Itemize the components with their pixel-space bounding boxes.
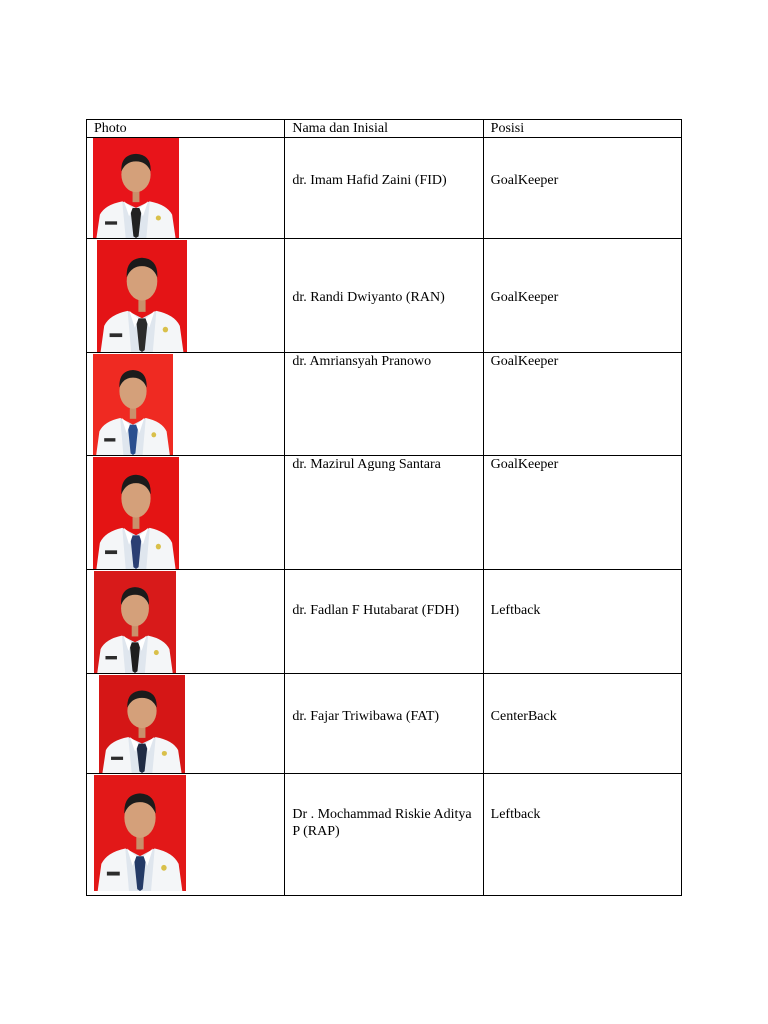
position-cell [483,774,681,896]
person-portrait-icon [97,240,187,352]
person-portrait-icon [93,354,173,455]
table-row [87,774,682,896]
photo-cell [87,239,285,353]
name-cell [285,570,483,674]
table-row [87,239,682,353]
name-cell [285,774,483,896]
person-portrait-icon [94,571,176,673]
player-position: GoalKeeper [490,290,559,305]
table-row [87,570,682,674]
header-photo: Photo [87,120,285,138]
name-cell [285,239,483,353]
person-portrait-icon [99,675,185,773]
player-position: Leftback [490,603,541,618]
table-row [87,674,682,774]
player-name: dr. Fajar Triwibawa (FAT) [292,709,440,724]
table-row [87,456,682,570]
name-cell [285,138,483,239]
player-name: Dr . Mochammad Riskie Aditya P (RAP) [292,807,472,839]
name-cell [285,456,483,570]
player-name: dr. Imam Hafid Zaini (FID) [292,173,447,188]
position-cell [483,353,681,456]
position-cell [483,674,681,774]
player-name: dr. Mazirul Agung Santara [292,457,441,472]
table-row [87,138,682,239]
photo-cell [87,456,285,570]
position-cell [483,239,681,353]
photo-cell [87,138,285,239]
player-name: dr. Fadlan F Hutabarat (FDH) [292,603,460,618]
player-position: GoalKeeper [490,173,559,188]
table-row [87,353,682,456]
person-portrait-icon [93,138,179,238]
photo-cell [87,353,285,456]
photo-cell [87,674,285,774]
name-cell [285,674,483,774]
player-name: dr. Randi Dwiyanto (RAN) [292,290,445,305]
person-portrait-icon [94,775,186,891]
photo-cell [87,774,285,896]
player-name: dr. Amriansyah Pranowo [292,354,432,369]
photo-cell [87,570,285,674]
player-position: Leftback [490,807,541,822]
position-cell [483,570,681,674]
position-cell [483,456,681,570]
header-position: Posisi [483,120,681,138]
name-cell [285,353,483,456]
header-name: Nama dan Inisial [285,120,483,138]
position-cell [483,138,681,239]
person-portrait-icon [93,457,179,569]
player-table [86,119,682,896]
player-position: CenterBack [490,709,557,724]
table-header-row [87,120,682,138]
player-position: GoalKeeper [490,457,559,472]
player-position: GoalKeeper [490,354,559,369]
